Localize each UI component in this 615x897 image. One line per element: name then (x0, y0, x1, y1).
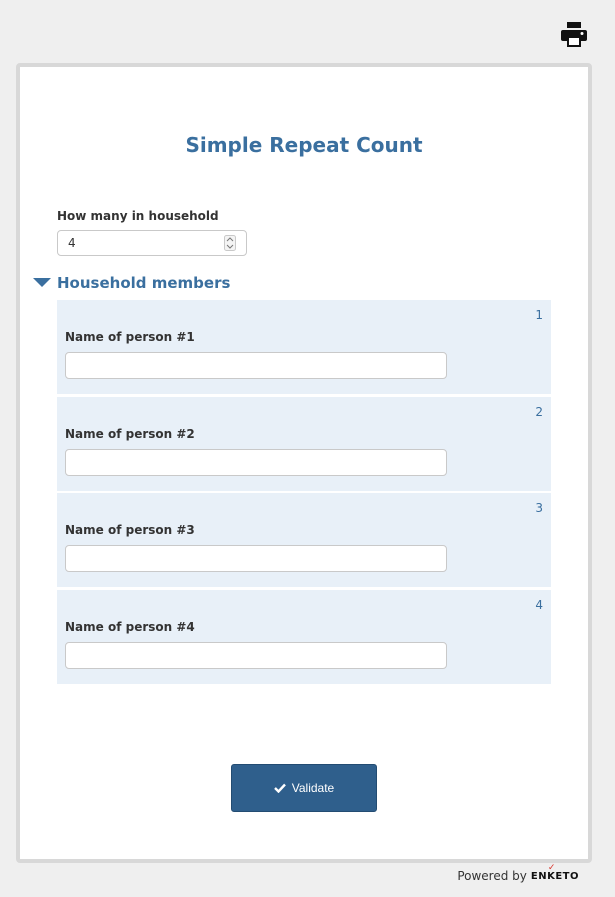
repeat-instance (57, 300, 551, 394)
validate-label: Validate (291, 781, 335, 795)
repeat-question-label: Name of person #2 (65, 427, 195, 441)
person-name-input[interactable] (65, 352, 447, 379)
repeat-instance (57, 397, 551, 491)
validate-button[interactable] (231, 764, 377, 812)
repeat-number: 3 (535, 501, 543, 515)
powered-by-text: Powered by (457, 869, 527, 883)
number-spinner-icon[interactable] (224, 235, 236, 251)
group-collapse-icon[interactable] (33, 278, 51, 287)
repeat-question-label: Name of person #4 (65, 620, 195, 634)
form-title: Simple Repeat Count (185, 133, 423, 157)
repeat-question-label: Name of person #1 (65, 330, 195, 344)
repeat-question-label: Name of person #3 (65, 523, 195, 537)
brand-accent-icon: ✓ (547, 862, 556, 873)
powered-by-footer (457, 862, 579, 883)
group-title-household-members[interactable]: Household members (57, 274, 231, 292)
enketo-brand-text: ENKETO (530, 870, 579, 882)
person-name-input[interactable] (65, 545, 447, 572)
household-count-value: 4 (68, 236, 76, 250)
repeat-instance (57, 590, 551, 684)
printer-icon (560, 21, 588, 48)
form-card (16, 63, 592, 863)
household-count-input[interactable] (57, 230, 247, 256)
repeat-number: 4 (535, 598, 543, 612)
check-icon (274, 783, 286, 793)
person-name-input[interactable] (65, 642, 447, 669)
person-name-input[interactable] (65, 449, 447, 476)
repeat-number: 1 (535, 308, 543, 322)
print-button[interactable] (560, 21, 588, 48)
enketo-logo[interactable] (530, 862, 579, 882)
repeat-instance (57, 493, 551, 587)
repeat-number: 2 (535, 405, 543, 419)
household-count-label: How many in household (57, 209, 219, 223)
